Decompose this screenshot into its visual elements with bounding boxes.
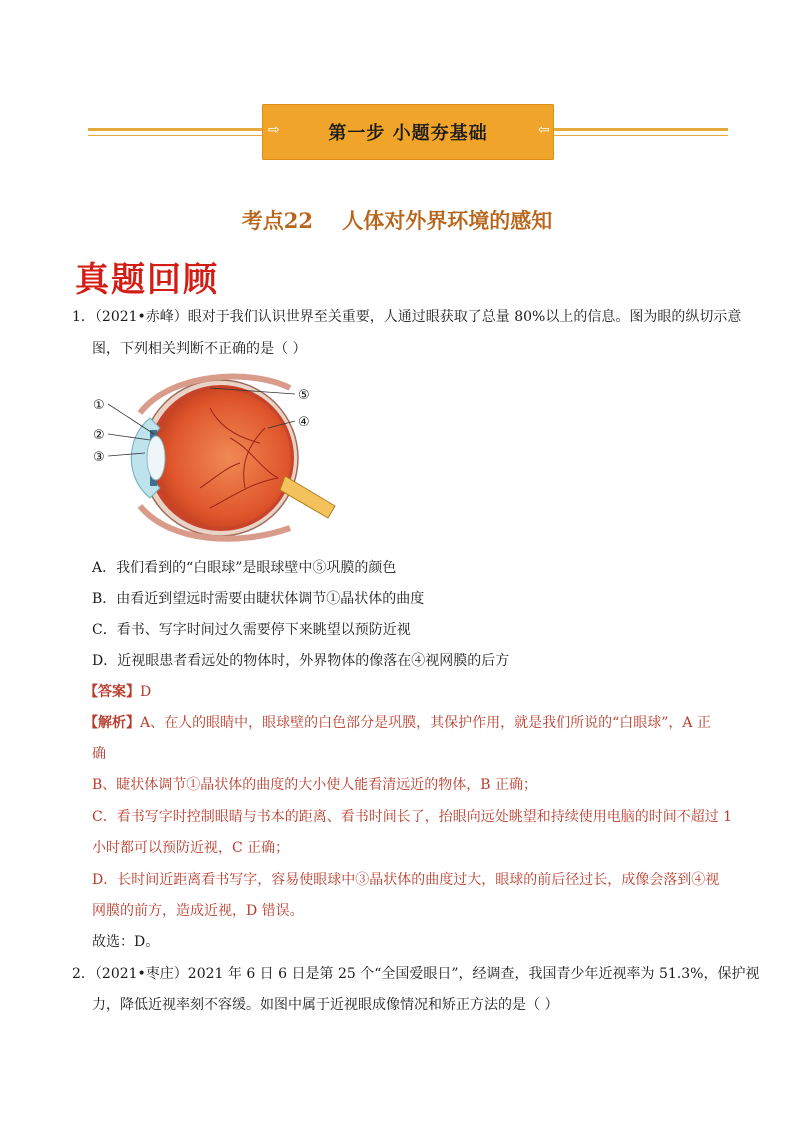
q1-analysis-line2: 确	[92, 746, 106, 762]
q1-stem-line2: 图，下列相关判断不正确的是（ ）	[92, 341, 307, 357]
eye-diagram	[90, 368, 340, 546]
answer-label: 【答案】	[84, 684, 140, 700]
retina	[153, 389, 291, 527]
q1-answer	[84, 682, 151, 702]
q1-option-b: B．由看近到望远时需要由睫状体调节①晶状体的曲度	[92, 591, 425, 607]
analysis-text-1: A、在人的眼睛中，眼球壁的白色部分是巩膜，其保护作用，就是我们所说的“白眼球”，A 正	[140, 715, 711, 731]
q1-analysis-line6: D．长时间近距离看书写字，容易使眼球中③晶状体的曲度过大，眼球的前后径过长，成像会落到④视	[92, 872, 720, 888]
section-title: 考点22 人体对外界环境的感知	[241, 208, 553, 233]
answer-value: D	[140, 684, 152, 700]
review-stamp: 真题回顾	[75, 260, 219, 300]
q1-analysis-line1	[84, 713, 711, 733]
q1-stem-line1: 1．（2021•赤峰）眼对于我们认识世界至关重要，人通过眼获取了总量 80%以上的信息。图为眼的纵切示意	[72, 309, 742, 325]
q1-analysis-line7: 网膜的前方，造成近视，D 错误。	[92, 903, 304, 919]
q1-option-c: C．看书、写字时间过久需要停下来眺望以预防近视	[92, 622, 411, 638]
analysis-label: 【解析】	[84, 715, 140, 731]
q1-analysis-line4: C．看书写字时控制眼睛与书本的距离、看书时间长了，抬眼向远处眺望和持续使用电脑的时间不超过 1	[92, 809, 733, 825]
banner-rule-right-thin	[554, 135, 728, 136]
banner-rule-left-thin	[88, 135, 262, 136]
q1-conclusion: 故选：D。	[92, 934, 160, 950]
banner-rule-left	[88, 128, 262, 131]
q1-option-d: D．近视眼患者看远处的物体时，外界物体的像落在④视网膜的后方	[92, 653, 510, 669]
q1-analysis-line3: B、睫状体调节①晶状体的曲度的大小使人能看清远近的物体，B 正确；	[92, 777, 538, 793]
banner-title: 第一步 小题夯基础	[328, 123, 488, 144]
q1-option-a: A．我们看到的“白眼球”是眼球壁中⑤巩膜的颜色	[92, 560, 397, 576]
label-5: ⑤	[298, 388, 310, 403]
section-banner	[262, 104, 554, 160]
label-3: ③	[93, 450, 105, 465]
lens	[147, 436, 165, 480]
q2-stem-line2: 力，降低近视率刻不容缓。如图中属于近视眼成像情况和矫正方法的是（ ）	[92, 997, 559, 1013]
q1-analysis-line5: 小时都可以预防近视，C 正确；	[92, 840, 290, 856]
label-4: ④	[298, 415, 310, 430]
banner-arrow-left-icon: ⇦	[538, 122, 550, 138]
banner-rule-right	[554, 128, 728, 131]
banner-arrow-right-icon: ⇨	[268, 122, 280, 138]
label-1: ①	[93, 398, 105, 413]
q2-stem-line1: 2．（2021•枣庄）2021 年 6 日 6 日是第 25 个“全国爱眼日”，经调查，我国青少年近视率为 51.3%，保护视	[72, 966, 760, 982]
label-2: ②	[93, 428, 105, 443]
